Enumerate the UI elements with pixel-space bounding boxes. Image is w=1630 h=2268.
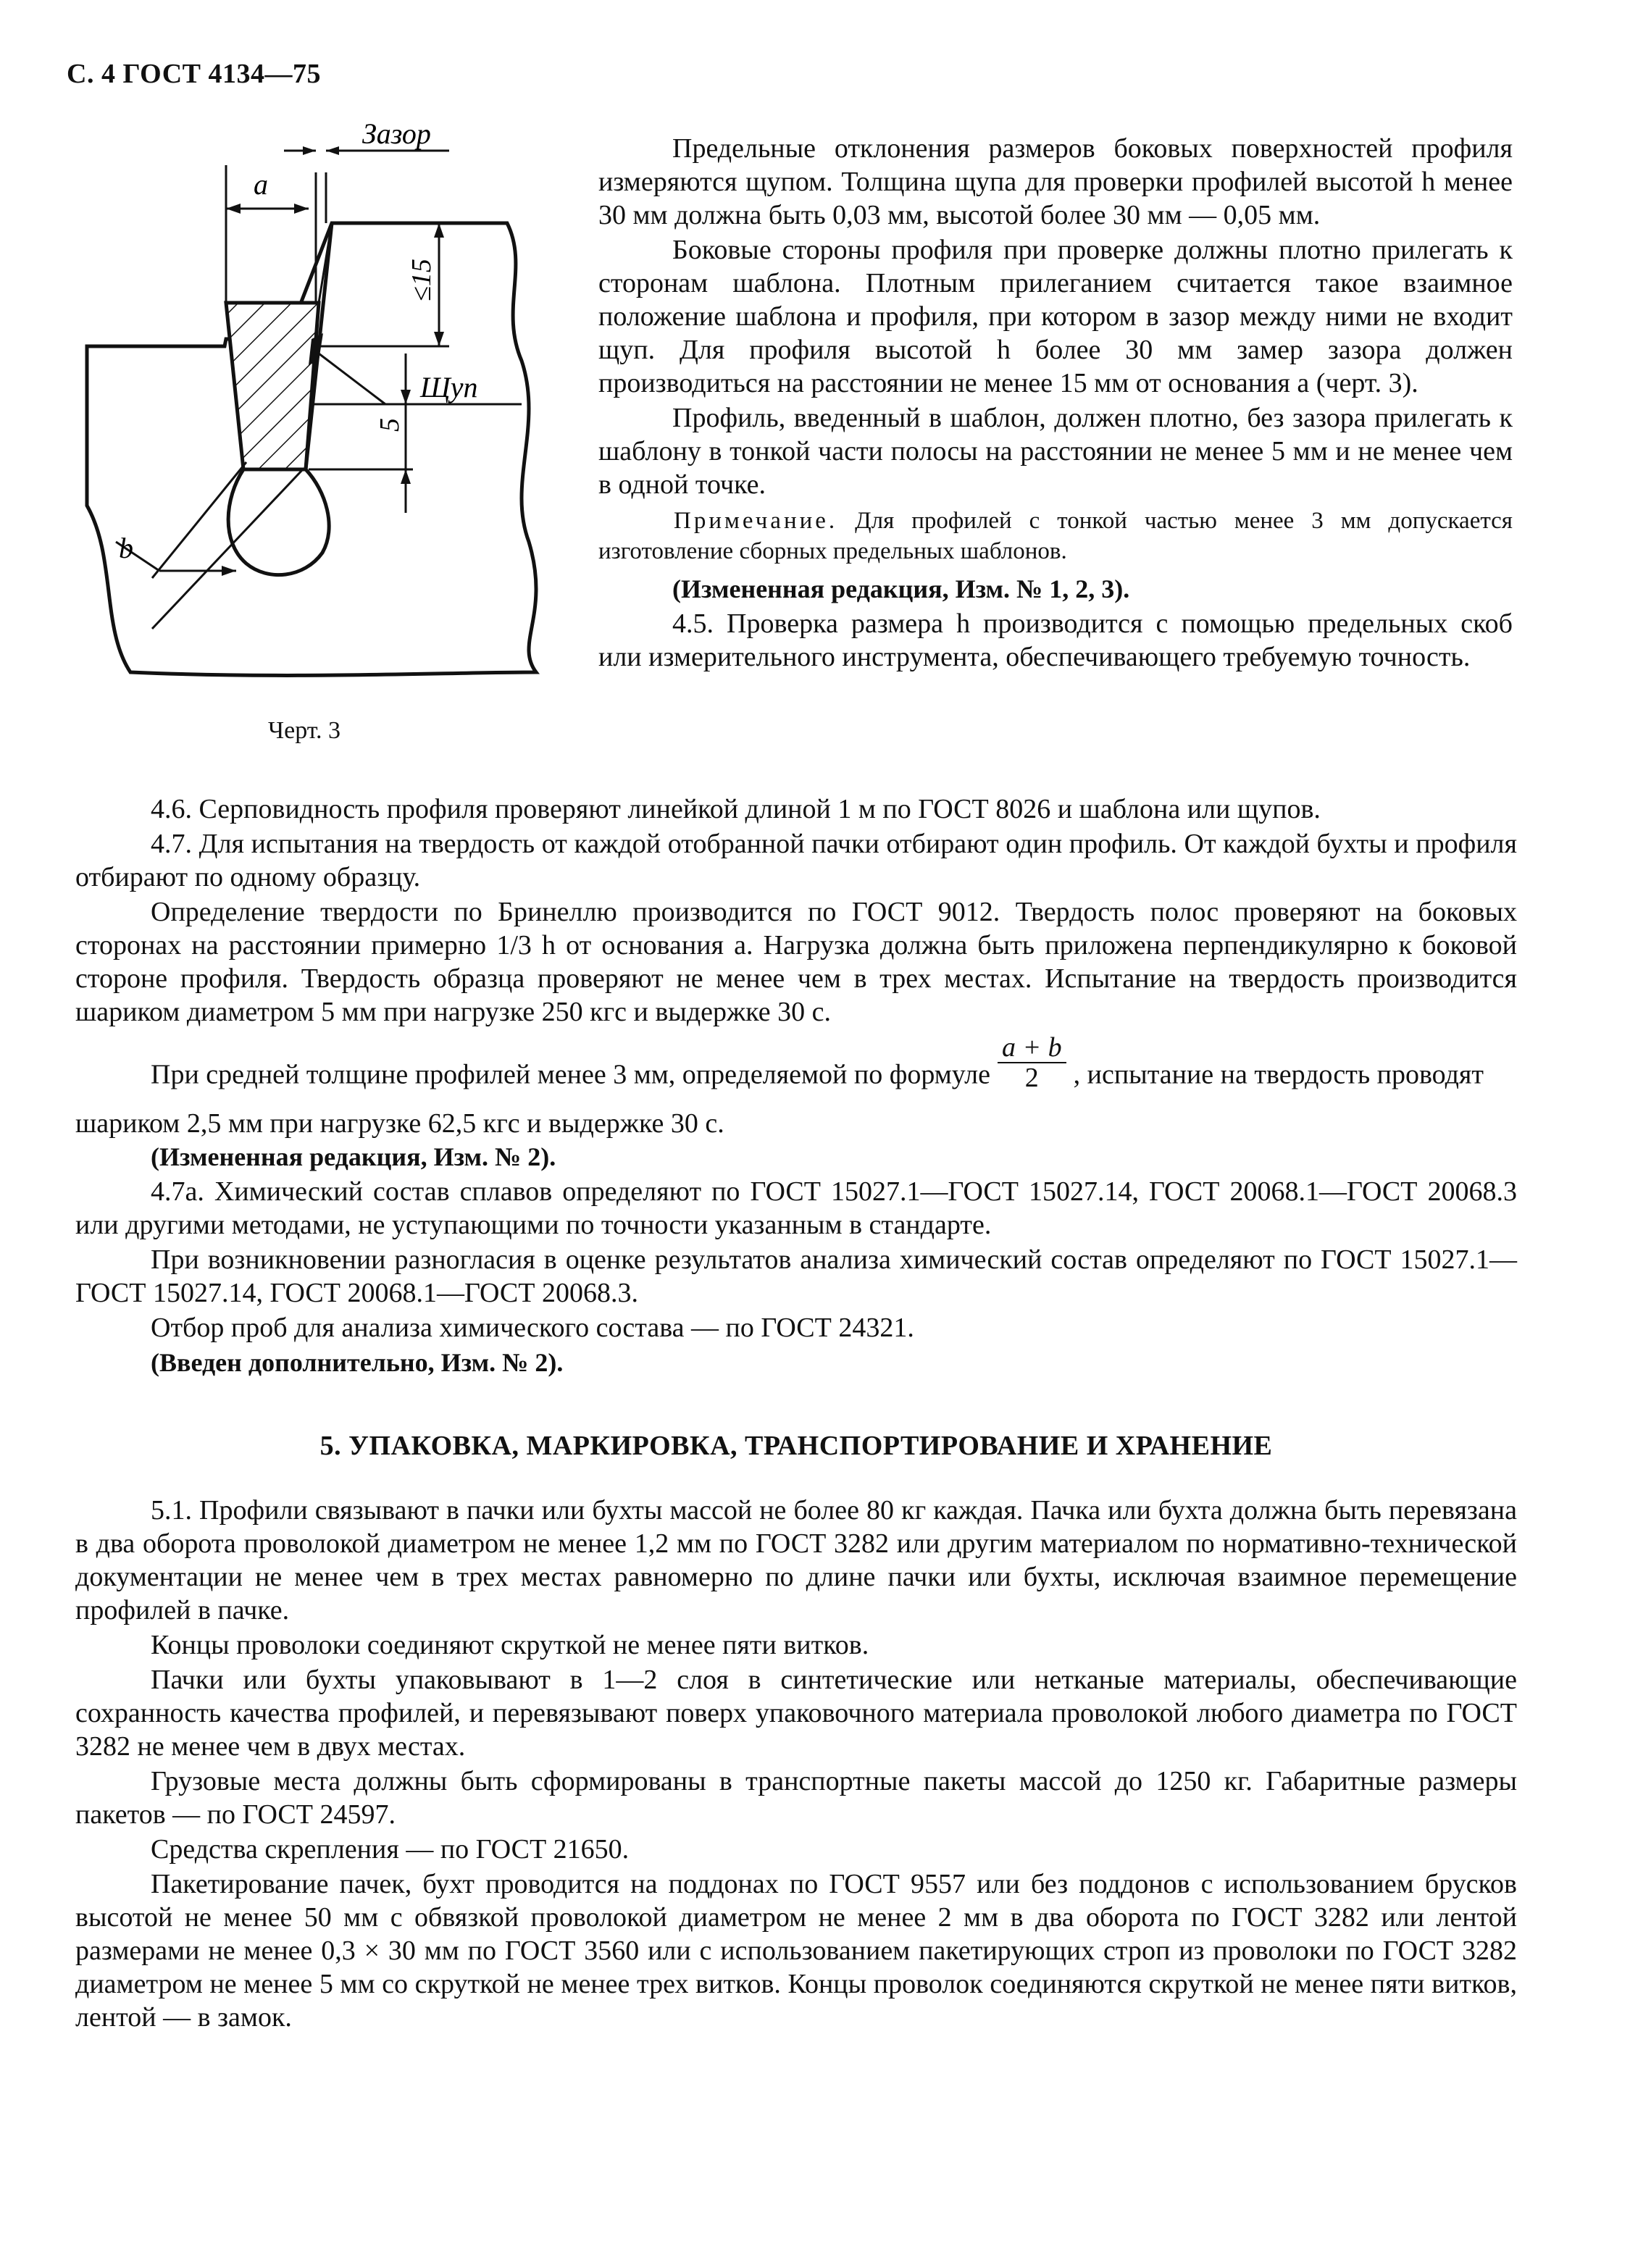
formula-denominator: 2 <box>1024 1063 1039 1093</box>
paragraph-brinell: Определение твердости по Бринеллю производится по ГОСТ 9012. Твердость полос проверяют на боковых сторонах на расстоянии примерно 1/3 h от основания a. Нагрузка должна быть приложена перпендикулярно к боковой стороне профиля. Твердость образца проверяют не менее чем в трех местах. Испытание на твердость производится шариком диаметром 5 мм при нагрузке 250 кгс и выдержке 30 с. <box>75 897 1517 1027</box>
label-gap: Зазор <box>362 122 431 150</box>
paragraph-transport-packs: Грузовые места должны быть сформированы в транспортные пакеты массой до 1250 кг. Габаритные размеры пакетов — по ГОСТ 24597. <box>75 1766 1517 1830</box>
note-label: Примечание. <box>674 508 838 534</box>
right-text-column <box>598 132 1513 675</box>
paragraph-fastening: Средства скрепления — по ГОСТ 21650. <box>151 1834 630 1865</box>
paragraph-4-7: 4.7. Для испытания на твердость от каждой отобранной пачки отбирают один профиль. От каждой бухты и профиля отбирают по одному образцу. <box>75 829 1517 892</box>
label-probe: Щуп <box>420 371 478 403</box>
label-b: b <box>119 532 133 564</box>
section-5-title: 5. УПАКОВКА, МАРКИРОВКА, ТРАНСПОРТИРОВАНИЕ И ХРАНЕНИЕ <box>319 1431 1273 1461</box>
paragraph-formula <box>75 1032 1517 1140</box>
amendment-note-2: (Измененная редакция, Изм. № 2). <box>151 1142 556 1171</box>
paragraph-disagreement: При возникновении разногласия в оценке результатов анализа химический состав определяют по ГОСТ 15027.1—ГОСТ 15027.14, ГОСТ 20068.1—ГОСТ 20068.3. <box>75 1244 1517 1308</box>
paragraph-wrapping: Пачки или бухты упаковывают в 1—2 слоя в синтетические или нетканые материалы, обеспечивающие сохранность качества профилей, и перевязывают поверх упаковочного материала проволокой любого диаметра по ГОСТ 3282 не менее чем в двух местах. <box>75 1665 1517 1762</box>
paragraph-4-5: 4.5. Проверка размера h производится с помощью предельных скоб или измерительного инструмента, обеспечивающего требуемую точность. <box>598 608 1513 672</box>
note <box>598 506 1513 566</box>
label-a: a <box>254 168 268 201</box>
paragraph-thin-part: Профиль, введенный в шаблон, должен плотно, без зазора прилегать к шаблону в тонкой части полосы на расстоянии не менее 5 мм и не менее чем в одной точке. <box>598 403 1513 500</box>
label-15: ≤15 <box>406 259 437 301</box>
note-text: Для профилей с тонкой частью менее 3 мм допускается изготовление сборных предельных шаблонов. <box>598 508 1513 564</box>
template-profile-drawing <box>72 122 565 716</box>
paragraph-sampling: Отбор проб для анализа химического состава — по ГОСТ 24321. <box>151 1313 914 1343</box>
paragraph-4-7a: 4.7а. Химический состав сплавов определяют по ГОСТ 15027.1—ГОСТ 15027.14, ГОСТ 20068.1—ГОСТ 20068.3 или другими методами, не уступающими по точности указанным в стандарте. <box>75 1176 1517 1240</box>
template-outline <box>87 223 536 675</box>
main-text-column <box>75 792 1517 2035</box>
amendment-note-3: (Введен дополнительно, Изм. № 2). <box>151 1348 564 1377</box>
paragraph-probe-thickness: Предельные отклонения размеров боковых поверхностей профиля измеряются щупом. Толщина щупа для проверки профилей высотой h менее 30 мм должна быть 0,03 мм, высотой более 30 мм — 0,05 мм. <box>598 133 1513 230</box>
formula-fraction <box>998 1033 1066 1092</box>
formula-post-text: , испытание на твердость проводят шариком 2,5 мм при нагрузке 62,5 кгс и выдержке 30 с. <box>75 1059 1484 1139</box>
profile-hatched-section <box>226 303 319 469</box>
paragraph-palletizing: Пакетирование пачек, бухт проводится на поддонах по ГОСТ 9557 или без поддонов с использованием брусков высотой не менее 50 мм с обвязкой проволокой диаметром не менее 2 мм в два оборота по ГОСТ 3282 или лентой размерами не менее 0,3 × 30 мм по ГОСТ 3560 или с использованием пакетирующих строп из проволоки по ГОСТ 3282 диаметром не менее 5 мм со скруткой не менее трех витков. Концы проволок соединяются скруткой не менее пяти витков, лентой — в замок. <box>75 1869 1517 2033</box>
formula-pre-text: При средней толщине профилей менее 3 мм, определяемой по формуле <box>151 1059 990 1090</box>
amendment-note-1: (Измененная редакция, Изм. № 1, 2, 3). <box>672 574 1130 603</box>
figure-caption: Черт. 3 <box>268 717 341 744</box>
paragraph-4-6: 4.6. Серповидность профиля проверяют линейкой длиной 1 м по ГОСТ 8026 и шаблона или щупов. <box>151 794 1321 824</box>
drawing-figure-3 <box>72 122 565 716</box>
formula-numerator: a + b <box>998 1033 1066 1063</box>
page-header: С. 4 ГОСТ 4134—75 <box>67 59 321 89</box>
label-5: 5 <box>375 418 405 432</box>
paragraph-5-1: 5.1. Профили связывают в пачки или бухты массой не более 80 кг каждая. Пачка или бухта должна быть перевязана в два оборота проволокой диаметром не менее 1,2 мм по ГОСТ 3282 или другим материалом по нормативно-технической документации не менее чем в трех местах равномерно по длине пачки или бухты, исключая взаимное перемещение профилей в пачке. <box>75 1495 1517 1625</box>
paragraph-side-contact: Боковые стороны профиля при проверке должны плотно прилегать к сторонам шаблона. Плотным прилеганием считается такое взаимное положение шаблона и профиля, при котором в зазор между ними не входит щуп. Для профиля высотой h более 30 мм замер зазора должен производиться на расстоянии не менее 15 мм от основания a (черт. 3). <box>598 235 1513 398</box>
paragraph-wire-ends: Концы проволоки соединяют скруткой не менее пяти витков. <box>151 1630 869 1660</box>
